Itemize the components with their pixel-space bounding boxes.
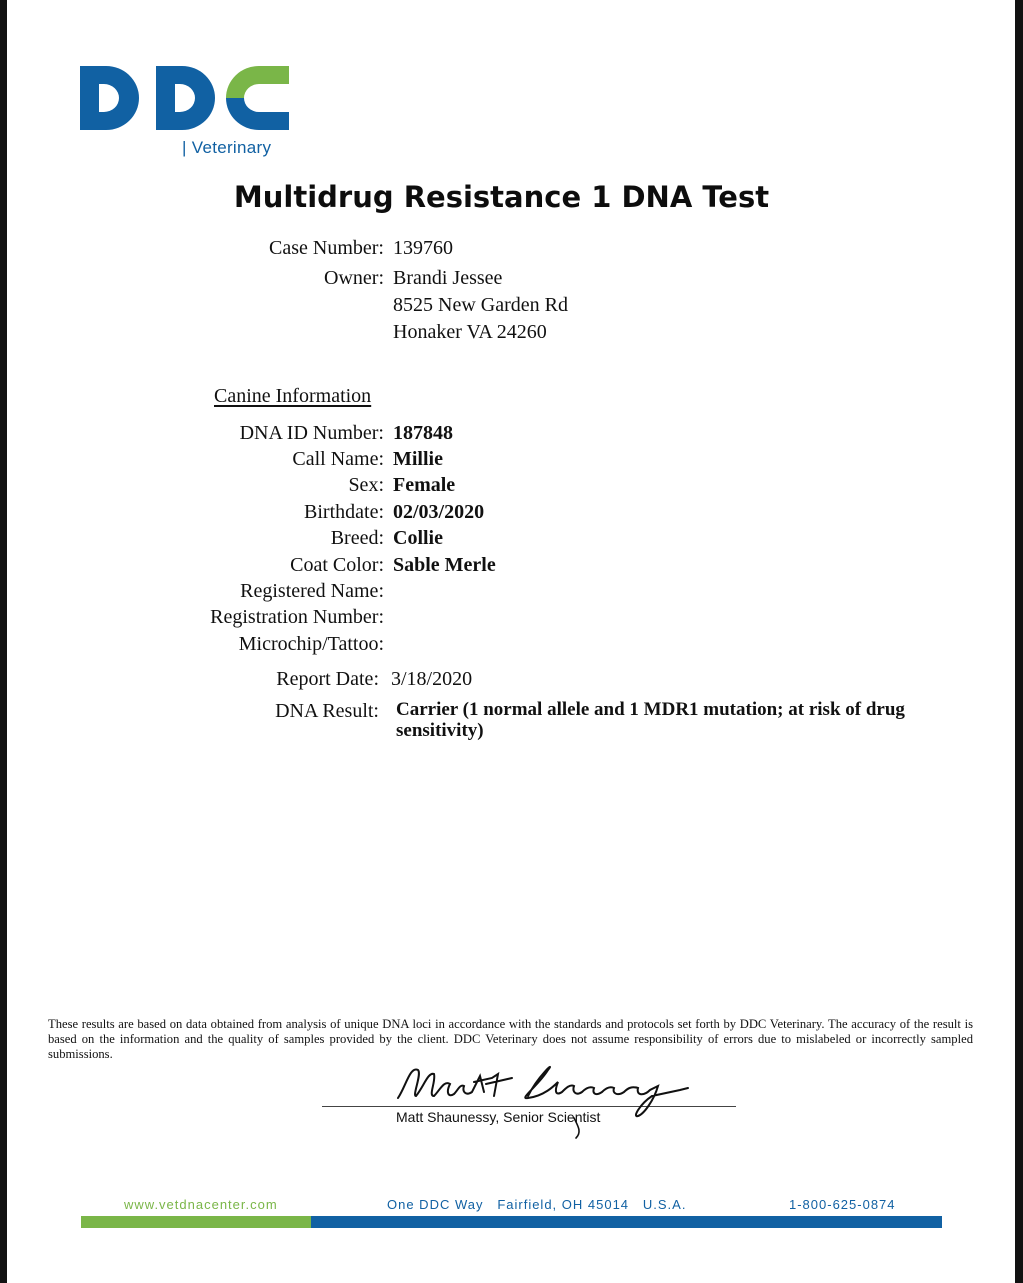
footer-phone: 1-800-625-0874 — [789, 1197, 896, 1212]
handwritten-signature — [388, 1056, 708, 1140]
coat-color-value: Sable Merle — [393, 554, 496, 576]
owner-label: Owner: — [324, 267, 384, 289]
call-name-label: Call Name: — [292, 448, 384, 470]
registered-name-label: Registered Name: — [240, 580, 384, 602]
breed-label: Breed: — [330, 527, 384, 549]
registration-number-label: Registration Number: — [210, 606, 384, 628]
logo-letter-d2 — [156, 66, 215, 130]
owner-city: Honaker VA 24260 — [393, 321, 547, 343]
dna-result-label: DNA Result: — [275, 700, 379, 722]
scan-border-right — [1015, 0, 1023, 1283]
case-number-label: Case Number: — [269, 237, 384, 259]
sex-label: Sex: — [348, 474, 384, 496]
birthdate-label: Birthdate: — [304, 501, 384, 523]
owner-name: Brandi Jessee — [393, 267, 503, 289]
logo-letter-c — [226, 66, 289, 130]
microchip-label: Microchip/Tattoo: — [238, 633, 384, 655]
logo-subtitle: | Veterinary — [182, 138, 272, 157]
signature-caption: Matt Shaunessy, Senior Scientist — [396, 1109, 601, 1125]
footer-bar-green — [81, 1216, 311, 1228]
case-number-value: 139760 — [393, 237, 453, 259]
document-title: Multidrug Resistance 1 DNA Test — [233, 180, 770, 214]
dna-id-label: DNA ID Number: — [239, 422, 384, 444]
canine-information-heading: Canine Information — [214, 385, 372, 407]
dna-id-value: 187848 — [393, 422, 453, 444]
breed-value: Collie — [393, 527, 443, 549]
dna-result-value: Carrier (1 normal allele and 1 MDR1 mutation; at risk of drug sensitivity) — [396, 699, 905, 741]
call-name-value: Millie — [393, 448, 443, 470]
owner-street: 8525 New Garden Rd — [393, 294, 568, 316]
footer-bar-blue — [311, 1216, 942, 1228]
footer-address: One DDC Way Fairfield, OH 45014 U.S.A. — [387, 1197, 687, 1212]
birthdate-value: 02/03/2020 — [393, 501, 485, 523]
report-date-label: Report Date: — [276, 668, 379, 690]
logo-letter-d1 — [80, 66, 139, 130]
sex-value: Female — [393, 474, 456, 496]
footer-website: www.vetdnacenter.com — [124, 1197, 278, 1212]
coat-color-label: Coat Color: — [290, 554, 384, 576]
disclaimer-text: These results are based on data obtained from analysis of unique DNA loci in accordance with the standards and protocols set forth by DDC Veterinary. The accuracy of the result is based on the information and the quality of samples provided by the client. DDC Veterinary does not assume responsibility of errors due to mislabeled or incorrectly sampled submissions. — [48, 1017, 973, 1061]
report-date-value: 3/18/2020 — [391, 668, 473, 690]
